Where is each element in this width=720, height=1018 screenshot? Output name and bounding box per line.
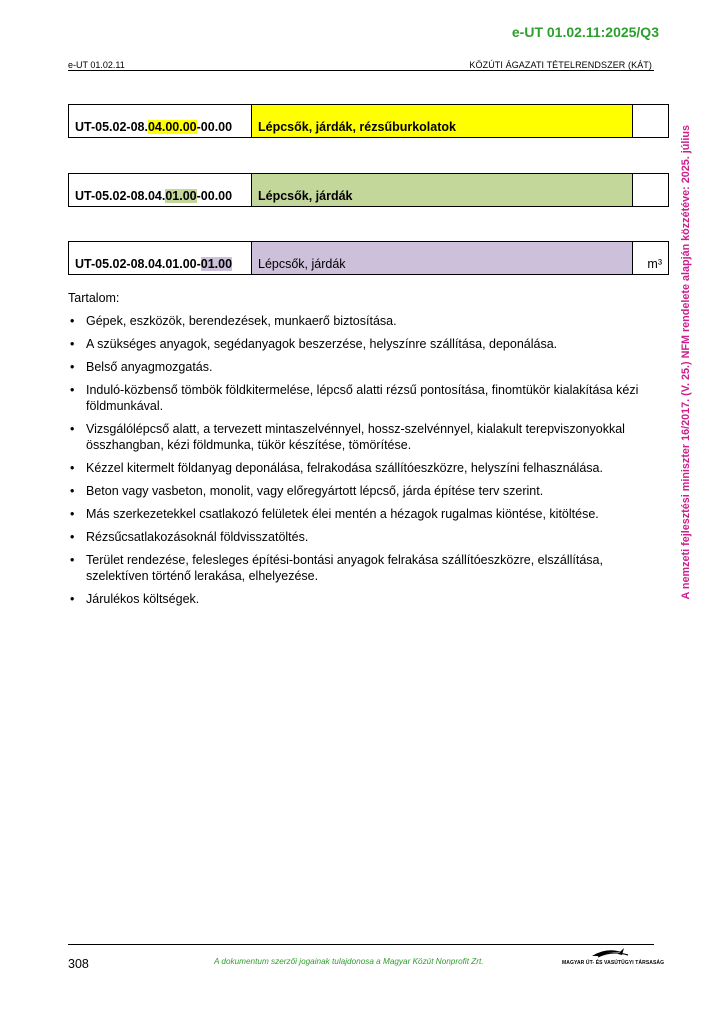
bullet-icon: •	[70, 360, 75, 374]
item-code	[69, 174, 252, 207]
logo-text: MAGYAR ÚT- ÉS VASÚTÜGYI TÁRSASÁG	[562, 960, 665, 966]
list-item	[68, 506, 648, 522]
bullet-icon: •	[70, 383, 75, 397]
organization-logo-icon	[562, 946, 654, 970]
list-item-text: Vizsgálólépcső alatt, a tervezett mintaszelvénnyel, hossz-szelvénnyel, kialakult terepviszonyokkal összhangban, kézi földmunka, tükör készítése, tömörítése.	[86, 422, 625, 452]
code-table-level-2	[68, 173, 669, 207]
bullet-icon: •	[70, 592, 75, 606]
code-suffix: -00.00	[196, 189, 233, 203]
content-list	[68, 313, 648, 614]
code-table-level-3	[68, 241, 669, 275]
document-code: e-UT 01.02.11:2025/Q3	[511, 24, 659, 40]
header-left-text: e-UT 01.02.11	[68, 60, 125, 70]
footer-rule	[68, 944, 654, 945]
page-number: 308	[68, 957, 89, 971]
code-prefix: UT-05.02-08.04.01.00-	[75, 257, 201, 271]
bullet-icon: •	[70, 507, 75, 521]
code-prefix: UT-05.02-08.04.	[75, 189, 166, 203]
code-suffix: -00.00	[196, 120, 233, 134]
bullet-icon: •	[70, 553, 75, 567]
list-item-text: Rézsűcsatlakozásoknál földvisszatöltés.	[86, 530, 309, 544]
bullet-icon: •	[70, 337, 75, 351]
list-item	[68, 529, 648, 545]
side-note	[677, 95, 695, 630]
list-item-text: Terület rendezése, felesleges építési-bontási anyagok felrakása szállítóeszközre, elszállítása, szelektíven történő lerakása, elhelyezése.	[86, 553, 603, 583]
list-item-text: Kézzel kitermelt földanyag deponálása, felrakodása szállítóeszközre, helyszíni felhasználása.	[86, 461, 603, 475]
item-title: Lépcsők, járdák	[252, 242, 633, 275]
item-unit	[633, 105, 669, 138]
item-unit: m³	[633, 242, 669, 275]
list-item-text: Beton vagy vasbeton, monolit, vagy előregyártott lépcső, járda építése terv szerint.	[86, 484, 544, 498]
list-item	[68, 421, 648, 453]
header-rule	[68, 70, 654, 71]
content-label: Tartalom:	[68, 291, 120, 305]
list-item-text: A szükséges anyagok, segédanyagok beszerzése, helyszínre szállítása, deponálása.	[86, 337, 558, 351]
copyright-notice: A dokumentum szerzői jogainak tulajdonosa a Magyar Közút Nonprofit Zrt.	[214, 957, 484, 966]
list-item-text: Belső anyagmozgatás.	[86, 360, 213, 374]
list-item-text: Járulékos költségek.	[86, 592, 200, 606]
code-highlight: 04.00.00	[147, 120, 197, 134]
bullet-icon: •	[70, 422, 75, 436]
list-item	[68, 359, 648, 375]
table-row	[69, 242, 669, 275]
code-highlight: 01.00	[165, 189, 197, 203]
bullet-icon: •	[70, 461, 75, 475]
side-note-text: A nemzeti fejlesztési miniszter 16/2017. (V. 25.) NFM rendelete alapján közzétéve: 2025. július	[680, 125, 692, 600]
bullet-icon: •	[70, 484, 75, 498]
list-item	[68, 460, 648, 476]
item-title: Lépcsők, járdák, rézsűburkolatok	[252, 105, 633, 138]
item-unit	[633, 174, 669, 207]
list-item-text: Gépek, eszközök, berendezések, munkaerő biztosítása.	[86, 314, 397, 328]
code-prefix: UT-05.02-08.	[75, 120, 148, 134]
header-right-text: KÖZÚTI ÁGAZATI TÉTELRENDSZER (KÁT)	[469, 60, 652, 70]
table-row	[69, 105, 669, 138]
item-title: Lépcsők, járdák	[252, 174, 633, 207]
list-item	[68, 382, 648, 414]
code-highlight: 01.00	[200, 257, 233, 271]
item-code	[69, 105, 252, 138]
list-item-text: Más szerkezetekkel csatlakozó felületek élei mentén a hézagok rugalmas kiöntése, kitöltése.	[86, 507, 599, 521]
item-code	[69, 242, 252, 275]
code-table-level-1	[68, 104, 669, 138]
list-item	[68, 591, 648, 607]
table-row	[69, 174, 669, 207]
list-item-text: Induló-közbenső tömbök földkitermelése, lépcső alatti rézsű pontosítása, finomtükör kialakítása kézi földmunkával.	[86, 383, 639, 413]
list-item	[68, 483, 648, 499]
list-item	[68, 336, 648, 352]
bullet-icon: •	[70, 314, 75, 328]
list-item	[68, 313, 648, 329]
bullet-icon: •	[70, 530, 75, 544]
list-item	[68, 552, 648, 584]
